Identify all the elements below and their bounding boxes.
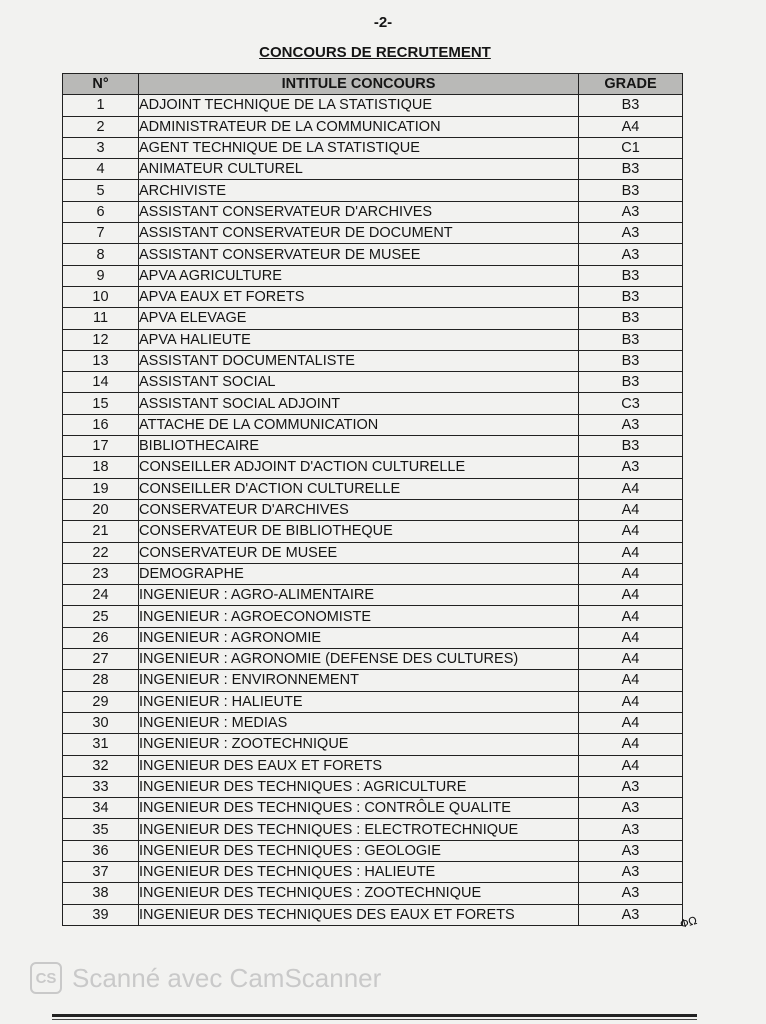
row-grade: B3 — [579, 436, 683, 457]
row-number: 19 — [63, 478, 139, 499]
row-grade: A3 — [579, 861, 683, 882]
table-row — [63, 755, 683, 776]
row-title: DEMOGRAPHE — [139, 563, 579, 584]
table-row — [63, 350, 683, 371]
row-number: 2 — [63, 116, 139, 137]
row-title: ASSISTANT SOCIAL — [139, 372, 579, 393]
row-title: INGENIEUR DES TECHNIQUES : CONTRÔLE QUALITE — [139, 798, 579, 819]
row-number: 9 — [63, 265, 139, 286]
row-title: INGENIEUR : MEDIAS — [139, 712, 579, 733]
row-title: APVA AGRICULTURE — [139, 265, 579, 286]
row-number: 8 — [63, 244, 139, 265]
row-title: ADJOINT TECHNIQUE DE LA STATISTIQUE — [139, 95, 579, 116]
table-row — [63, 116, 683, 137]
table-row — [63, 649, 683, 670]
row-grade: B3 — [579, 329, 683, 350]
row-grade: B3 — [579, 308, 683, 329]
row-grade: B3 — [579, 350, 683, 371]
table-row — [63, 627, 683, 648]
row-title: CONSEILLER ADJOINT D'ACTION CULTURELLE — [139, 457, 579, 478]
row-title: ASSISTANT CONSERVATEUR D'ARCHIVES — [139, 201, 579, 222]
row-grade: A4 — [579, 691, 683, 712]
row-number: 21 — [63, 521, 139, 542]
row-grade: A3 — [579, 457, 683, 478]
row-grade: A3 — [579, 414, 683, 435]
row-title: ANIMATEUR CULTUREL — [139, 159, 579, 180]
table-row — [63, 904, 683, 925]
row-grade: A4 — [579, 521, 683, 542]
row-number: 17 — [63, 436, 139, 457]
row-number: 14 — [63, 372, 139, 393]
table-row — [63, 95, 683, 116]
table-row — [63, 734, 683, 755]
row-number: 29 — [63, 691, 139, 712]
document-title: CONCOURS DE RECRUTEMENT — [259, 44, 491, 61]
row-grade: B3 — [579, 372, 683, 393]
row-grade: A4 — [579, 499, 683, 520]
header-title: INTITULE CONCOURS — [139, 74, 579, 95]
row-grade: B3 — [579, 286, 683, 307]
row-number: 7 — [63, 223, 139, 244]
bottom-divider — [52, 1014, 697, 1017]
table-row — [63, 883, 683, 904]
row-number: 39 — [63, 904, 139, 925]
row-number: 18 — [63, 457, 139, 478]
table-row — [63, 372, 683, 393]
table-row — [63, 457, 683, 478]
row-title: ATTACHE DE LA COMMUNICATION — [139, 414, 579, 435]
row-grade: A4 — [579, 606, 683, 627]
row-title: APVA EAUX ET FORETS — [139, 286, 579, 307]
row-grade: A3 — [579, 883, 683, 904]
row-grade: A3 — [579, 798, 683, 819]
row-title: INGENIEUR DES TECHNIQUES : ZOOTECHNIQUE — [139, 883, 579, 904]
row-grade: A3 — [579, 840, 683, 861]
table-row — [63, 244, 683, 265]
row-grade: A4 — [579, 563, 683, 584]
row-title: CONSERVATEUR DE MUSEE — [139, 542, 579, 563]
row-number: 10 — [63, 286, 139, 307]
camscanner-logo-icon: CS — [30, 962, 62, 994]
table-row — [63, 776, 683, 797]
row-grade: A4 — [579, 734, 683, 755]
row-title: INGENIEUR : ZOOTECHNIQUE — [139, 734, 579, 755]
row-number: 4 — [63, 159, 139, 180]
row-grade: A3 — [579, 244, 683, 265]
table-row — [63, 180, 683, 201]
header-grade: GRADE — [579, 74, 683, 95]
row-number: 38 — [63, 883, 139, 904]
row-grade: B3 — [579, 265, 683, 286]
row-grade: A3 — [579, 776, 683, 797]
row-grade: A3 — [579, 223, 683, 244]
row-grade: A3 — [579, 904, 683, 925]
table-row — [63, 308, 683, 329]
table-row — [63, 691, 683, 712]
row-number: 28 — [63, 670, 139, 691]
row-title: CONSERVATEUR DE BIBLIOTHEQUE — [139, 521, 579, 542]
header-num: N° — [63, 74, 139, 95]
row-title: AGENT TECHNIQUE DE LA STATISTIQUE — [139, 137, 579, 158]
row-title: INGENIEUR : HALIEUTE — [139, 691, 579, 712]
row-number: 5 — [63, 180, 139, 201]
row-title: ARCHIVISTE — [139, 180, 579, 201]
row-grade: A4 — [579, 627, 683, 648]
row-number: 32 — [63, 755, 139, 776]
row-number: 16 — [63, 414, 139, 435]
scanner-watermark — [30, 962, 381, 994]
row-title: INGENIEUR DES EAUX ET FORETS — [139, 755, 579, 776]
row-title: ADMINISTRATEUR DE LA COMMUNICATION — [139, 116, 579, 137]
row-number: 15 — [63, 393, 139, 414]
table-row — [63, 840, 683, 861]
row-number: 33 — [63, 776, 139, 797]
row-grade: A3 — [579, 819, 683, 840]
row-title: ASSISTANT CONSERVATEUR DE MUSEE — [139, 244, 579, 265]
table-row — [63, 585, 683, 606]
row-grade: A3 — [579, 201, 683, 222]
row-number: 12 — [63, 329, 139, 350]
row-grade: A4 — [579, 585, 683, 606]
table-row — [63, 563, 683, 584]
row-title: INGENIEUR : AGRONOMIE — [139, 627, 579, 648]
table-row — [63, 521, 683, 542]
table-row — [63, 819, 683, 840]
row-title: INGENIEUR : AGRO-ALIMENTAIRE — [139, 585, 579, 606]
row-number: 1 — [63, 95, 139, 116]
table-row — [63, 499, 683, 520]
row-grade: A4 — [579, 649, 683, 670]
row-title: INGENIEUR DES TECHNIQUES : ELECTROTECHNIQUE — [139, 819, 579, 840]
row-grade: A4 — [579, 755, 683, 776]
table-row — [63, 286, 683, 307]
row-number: 23 — [63, 563, 139, 584]
row-title: BIBLIOTHECAIRE — [139, 436, 579, 457]
row-title: CONSEILLER D'ACTION CULTURELLE — [139, 478, 579, 499]
table-row — [63, 798, 683, 819]
table-row — [63, 223, 683, 244]
table-row — [63, 712, 683, 733]
table-row — [63, 542, 683, 563]
table-row — [63, 159, 683, 180]
row-number: 22 — [63, 542, 139, 563]
row-title: INGENIEUR DES TECHNIQUES : HALIEUTE — [139, 861, 579, 882]
row-number: 6 — [63, 201, 139, 222]
row-title: INGENIEUR DES TECHNIQUES : GEOLOGIE — [139, 840, 579, 861]
row-number: 24 — [63, 585, 139, 606]
recruitment-table — [62, 73, 683, 926]
table-row — [63, 414, 683, 435]
row-title: INGENIEUR : AGRONOMIE (DEFENSE DES CULTURES) — [139, 649, 579, 670]
row-grade: B3 — [579, 180, 683, 201]
row-title: ASSISTANT CONSERVATEUR DE DOCUMENT — [139, 223, 579, 244]
row-grade: A4 — [579, 670, 683, 691]
row-number: 31 — [63, 734, 139, 755]
table-row — [63, 137, 683, 158]
row-number: 30 — [63, 712, 139, 733]
row-title: INGENIEUR DES TECHNIQUES : AGRICULTURE — [139, 776, 579, 797]
row-number: 25 — [63, 606, 139, 627]
row-grade: A4 — [579, 116, 683, 137]
table-row — [63, 201, 683, 222]
row-grade: B3 — [579, 159, 683, 180]
row-title: INGENIEUR DES TECHNIQUES DES EAUX ET FORETS — [139, 904, 579, 925]
row-number: 27 — [63, 649, 139, 670]
row-grade: A4 — [579, 542, 683, 563]
row-number: 37 — [63, 861, 139, 882]
table-row — [63, 436, 683, 457]
row-grade: C3 — [579, 393, 683, 414]
row-title: ASSISTANT SOCIAL ADJOINT — [139, 393, 579, 414]
row-number: 3 — [63, 137, 139, 158]
bottom-divider-thin — [52, 1019, 697, 1020]
row-number: 11 — [63, 308, 139, 329]
row-number: 35 — [63, 819, 139, 840]
row-grade: B3 — [579, 95, 683, 116]
row-grade: A4 — [579, 478, 683, 499]
table-row — [63, 265, 683, 286]
row-grade: A4 — [579, 712, 683, 733]
handwritten-initials: ΦΩ — [678, 914, 699, 931]
row-title: ASSISTANT DOCUMENTALISTE — [139, 350, 579, 371]
page-number: -2- — [373, 14, 393, 31]
table-row — [63, 393, 683, 414]
row-title: INGENIEUR : AGROECONOMISTE — [139, 606, 579, 627]
row-number: 20 — [63, 499, 139, 520]
row-title: INGENIEUR : ENVIRONNEMENT — [139, 670, 579, 691]
row-title: APVA ELEVAGE — [139, 308, 579, 329]
watermark-text: Scanné avec CamScanner — [72, 962, 382, 993]
row-number: 34 — [63, 798, 139, 819]
table-row — [63, 606, 683, 627]
row-title: APVA HALIEUTE — [139, 329, 579, 350]
row-number: 13 — [63, 350, 139, 371]
table-row — [63, 478, 683, 499]
table-row — [63, 329, 683, 350]
row-number: 36 — [63, 840, 139, 861]
table-body — [63, 95, 683, 926]
row-title: CONSERVATEUR D'ARCHIVES — [139, 499, 579, 520]
table-header-row — [63, 74, 683, 95]
table-row — [63, 861, 683, 882]
row-number: 26 — [63, 627, 139, 648]
table-row — [63, 670, 683, 691]
row-grade: C1 — [579, 137, 683, 158]
